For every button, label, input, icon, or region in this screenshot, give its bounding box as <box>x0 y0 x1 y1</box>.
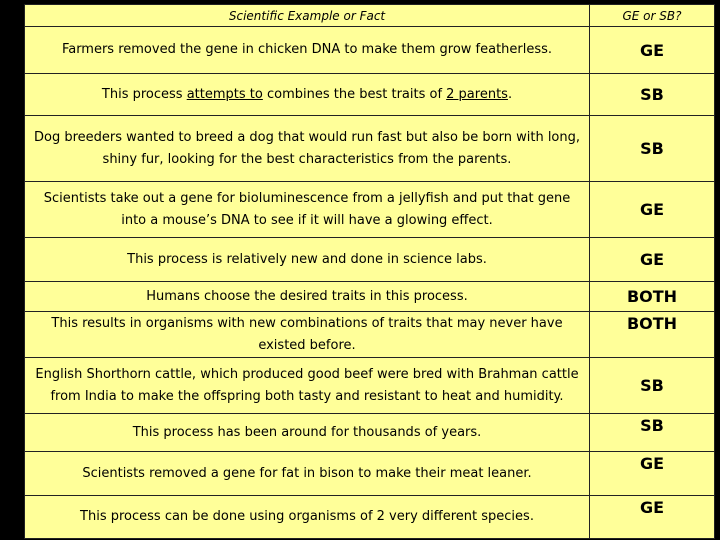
answer-cell: SB <box>590 74 715 116</box>
fact-text: . <box>507 86 513 102</box>
answer-cell: GE <box>590 182 715 238</box>
table-row <box>25 74 715 116</box>
fact-cell: Dog breeders wanted to breed a dog that would run fast but also be born with long, shiny fur, looking for the best characteristics from the parents. <box>25 116 590 182</box>
table-row <box>25 116 715 182</box>
fact-cell: This process can be done using organisms of 2 very different species. <box>25 496 590 539</box>
fact-cell: Scientists removed a gene for fat in bison to make their meat leaner. <box>25 452 590 496</box>
answer-cell: GE <box>590 452 715 496</box>
table-row <box>25 27 715 74</box>
answer-cell: SB <box>590 358 715 414</box>
answer-cell: BOTH <box>590 282 715 312</box>
table-row <box>25 312 715 358</box>
fact-text: This process <box>101 86 187 102</box>
fact-cell: English Shorthorn cattle, which produced good beef were bred with Brahman cattle from India to make the offspring both tasty and resistant to heat and humidity. <box>25 358 590 414</box>
answer-cell: GE <box>590 496 715 539</box>
answer-cell: GE <box>590 27 715 74</box>
fact-cell <box>25 74 590 116</box>
table-row <box>25 182 715 238</box>
facts-table <box>24 4 715 539</box>
answer-cell: GE <box>590 238 715 282</box>
fact-cell: This process has been around for thousands of years. <box>25 414 590 452</box>
table-row <box>25 282 715 312</box>
table-row <box>25 414 715 452</box>
header-answer: GE or SB? <box>590 5 715 27</box>
fact-cell: Scientists take out a gene for bioluminescence from a jellyfish and put that gene into a mouse’s DNA to see if it will have a glowing effect. <box>25 182 590 238</box>
header-fact: Scientific Example or Fact <box>25 5 590 27</box>
fact-text: combines the best traits of <box>262 86 447 102</box>
fact-cell: This process is relatively new and done in science labs. <box>25 238 590 282</box>
fact-cell: Humans choose the desired traits in this process. <box>25 282 590 312</box>
table-row <box>25 452 715 496</box>
table-row <box>25 496 715 539</box>
table-row <box>25 358 715 414</box>
fact-underlined-text: 2 parents <box>446 86 508 102</box>
answer-cell: SB <box>590 414 715 452</box>
fact-cell: Farmers removed the gene in chicken DNA to make them grow featherless. <box>25 27 590 74</box>
answer-cell: SB <box>590 116 715 182</box>
header-row <box>25 5 715 27</box>
fact-underlined-text: attempts to <box>186 86 263 102</box>
table-row <box>25 238 715 282</box>
answer-cell: BOTH <box>590 312 715 358</box>
fact-cell: This results in organisms with new combinations of traits that may never have existed before. <box>25 312 590 358</box>
